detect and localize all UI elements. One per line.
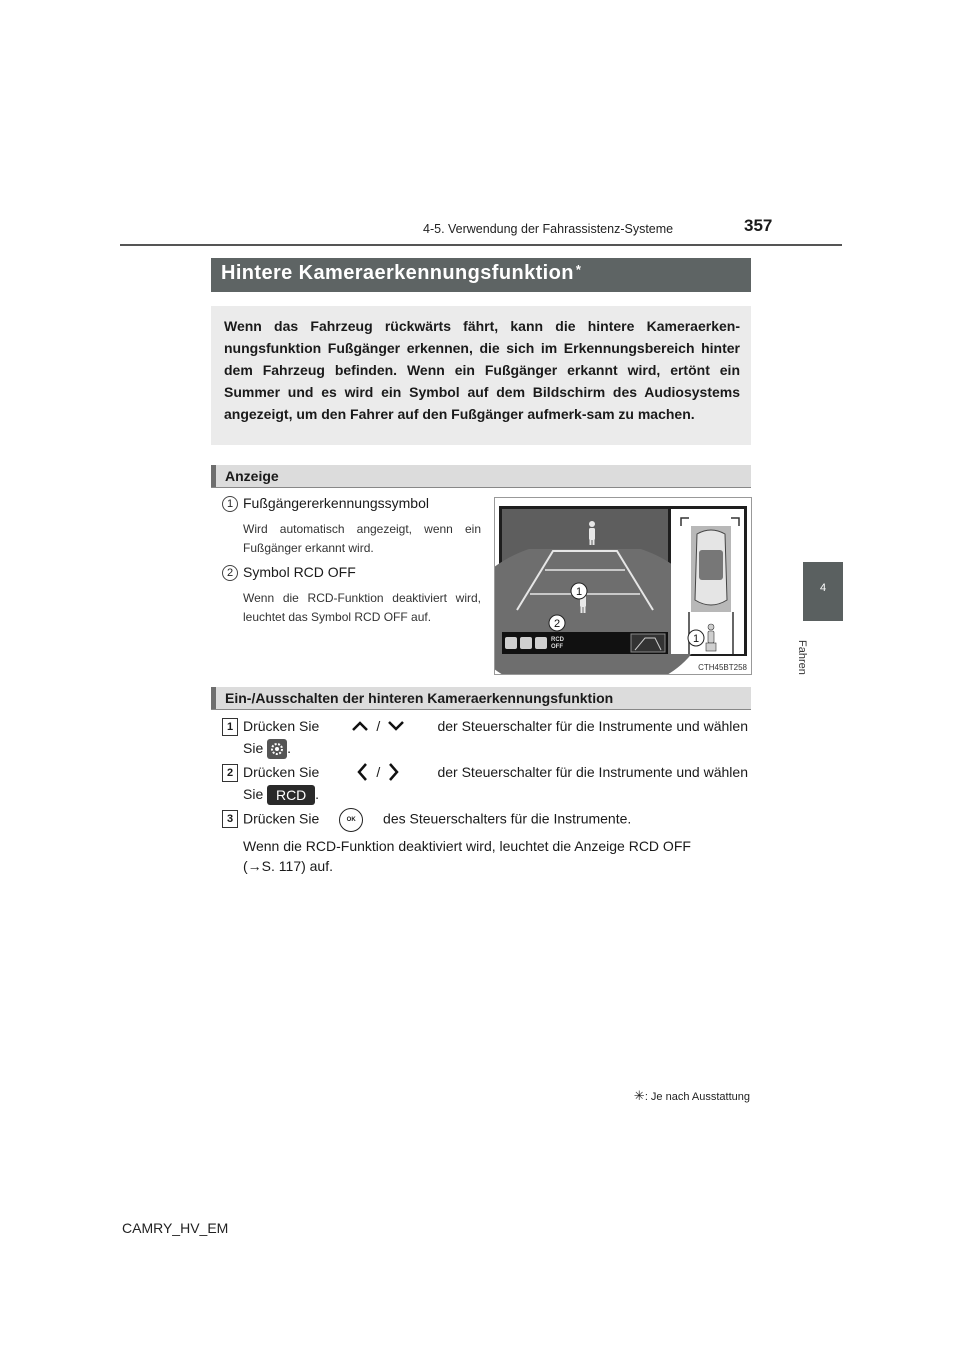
section-heading-bar <box>211 687 216 710</box>
step-3-note-line2: (→S. 117) auf. <box>243 858 334 874</box>
intro-text: Wenn das Fahrzeug rückwärts fährt, kann die hintere Kameraerken-nungsfunktion Fußgänger erkennen, die sich im Erkennungsbereich hinter dem Fahrzeug befinden. Wenn ein Fußgänger erkannt wird, ertönt ein Summer und es wird ein Symbol auf dem Bildschirm des Audiosystems angezeigt, um den Fahrer auf den Fußgänger aufmerk-sam zu machen. <box>224 318 740 422</box>
marker-1-topview-label: 1 <box>692 633 700 645</box>
chapter-tab: 4 <box>803 562 843 621</box>
item-title: Fußgängererkennungssymbol <box>243 495 429 511</box>
section-heading-line <box>211 487 751 488</box>
status-icons <box>505 637 547 649</box>
step-2-post: der Steuerschalter für die Instrumente und wählen <box>437 764 748 780</box>
footnote <box>620 1088 750 1104</box>
section-heading-ein-aus <box>211 687 751 710</box>
step-2-text <box>243 762 748 805</box>
step-3-post: des Steuerschalters für die Instrumente. <box>383 810 632 827</box>
step-2-pre: Drücken Sie <box>243 764 320 780</box>
page-number: 357 <box>744 216 773 235</box>
marker-1-label: 1 <box>575 586 583 598</box>
arrow-separator: / <box>376 764 381 780</box>
section-heading-anzeige <box>211 465 751 488</box>
item-number: 1 <box>222 496 238 512</box>
arrow-separator: / <box>376 718 381 734</box>
figure-code: CTH45BT258 <box>698 663 747 672</box>
rcd-icon: RCD <box>267 785 315 805</box>
rcd-off-line2: OFF <box>551 644 563 650</box>
item-number: 2 <box>222 565 238 581</box>
step-2-line2-post: . <box>315 786 320 802</box>
step-1-pre: Drücken Sie <box>243 718 320 734</box>
title-bar <box>211 258 751 292</box>
title-star: * <box>575 262 582 277</box>
section-heading-text: Anzeige <box>225 468 279 484</box>
item-description: Wenn die RCD-Funktion deaktiviert wird, leuchtet das Symbol RCD OFF auf. <box>243 591 481 624</box>
footnote-text: : Je nach Ausstattung <box>644 1091 750 1103</box>
intro-box <box>211 306 751 445</box>
chevron-right-icon <box>388 762 400 782</box>
step-3-note-line1: Wenn die RCD-Funktion deaktiviert wird, leuchtet die Anzeige RCD OFF <box>243 838 691 854</box>
step-number: 1 <box>222 718 238 736</box>
rcd-off-line1: RCD <box>551 637 564 643</box>
marker-2-label: 2 <box>553 618 561 630</box>
chevron-left-icon <box>356 762 368 782</box>
step-number: 2 <box>222 764 238 782</box>
step-1-text <box>243 716 748 759</box>
car-roof <box>699 550 723 580</box>
footer-model: CAMRY_HV_EM <box>122 1220 229 1236</box>
section-heading-text: Ein-/Ausschalten der hinteren Kameraerkennungsfunktion <box>225 690 614 706</box>
ok-button-icon: OK <box>339 808 363 832</box>
chapter-label: Fahren <box>796 640 808 675</box>
step-1-line2-post: . <box>287 740 292 756</box>
step-3-pre: Drücken Sie <box>243 810 320 827</box>
camera-display-illustration <box>495 498 751 674</box>
footnote-star-icon: ✳ <box>633 1088 645 1103</box>
item-title: Symbol RCD OFF <box>243 564 356 580</box>
item-description: Wird automatisch angezeigt, wenn ein Fußgänger erkannt wird. <box>243 522 481 555</box>
step-1-post: der Steuerschalter für die Instrumente und wählen <box>437 718 748 734</box>
settings-gear-icon <box>267 739 287 759</box>
step-2-line2-pre: Sie <box>243 786 264 802</box>
page-title <box>221 262 581 285</box>
step-3-text <box>243 808 748 832</box>
header-rule <box>120 244 842 246</box>
chevron-up-icon <box>350 720 370 732</box>
page-title-text: Hintere Kameraerkennungsfunktion <box>221 262 574 284</box>
step-number: 3 <box>222 810 238 828</box>
section-heading-line <box>211 709 751 710</box>
camera-upper <box>502 509 668 549</box>
left-right-arrows <box>356 762 400 782</box>
section-header: 4-5. Verwendung der Fahrassistenz-Systeme <box>423 222 674 236</box>
step-1-line2-pre: Sie <box>243 740 264 756</box>
section-heading-bar <box>211 465 216 488</box>
up-down-arrows <box>350 716 406 736</box>
chevron-down-icon <box>386 720 406 732</box>
camera-display-figure <box>494 497 752 675</box>
